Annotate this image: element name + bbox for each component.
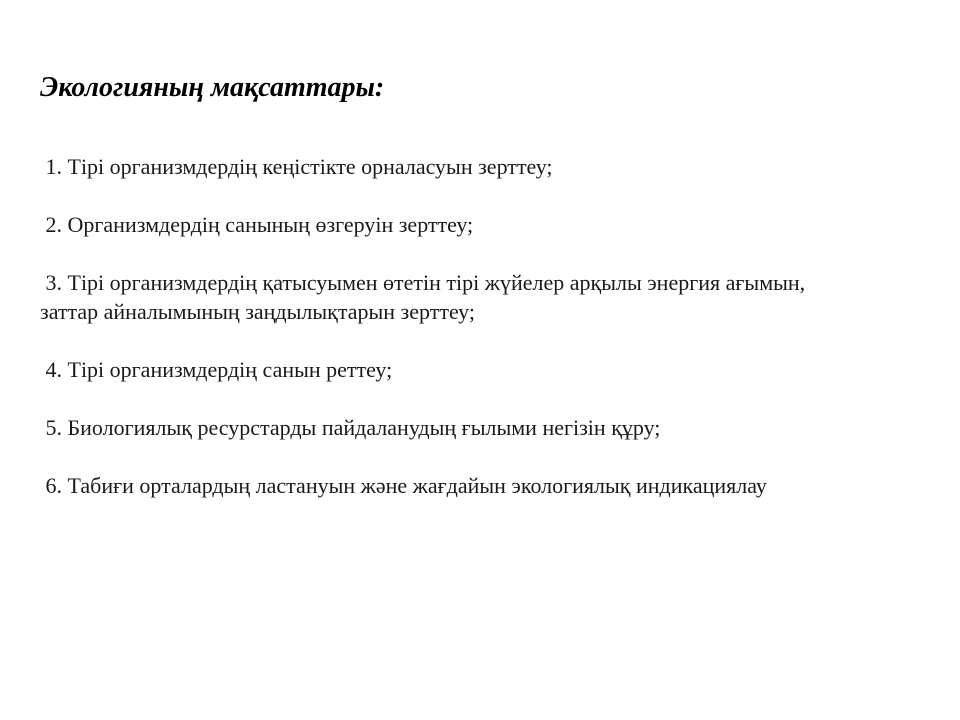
goal-item-1: 1. Тірі организмдердің кеңістікте орналасуын зерттеу; [40, 154, 553, 179]
goal-item-6: 6. Табиғи орталардың ластануын және жағдайын экологиялық индикациялау [40, 473, 767, 498]
goal-item-3: 3. Тірі организмдердің қатысуымен өтетін тірі жүйелер арқылы энергия ағымын, заттар айналымының заңдылықтарын зерттеу; [40, 270, 811, 324]
goals-list [40, 152, 840, 500]
goal-item-2: 2. Организмдердің санының өзгеруін зерттеу; [40, 212, 474, 237]
slide-title: Экологияның мақсаттары: [40, 72, 385, 103]
goal-item-4: 4. Тірі организмдердің санын реттеу; [40, 357, 393, 382]
goal-item-5: 5. Биологиялық ресурстарды пайдаланудың ғылыми негізін құру; [40, 415, 661, 440]
